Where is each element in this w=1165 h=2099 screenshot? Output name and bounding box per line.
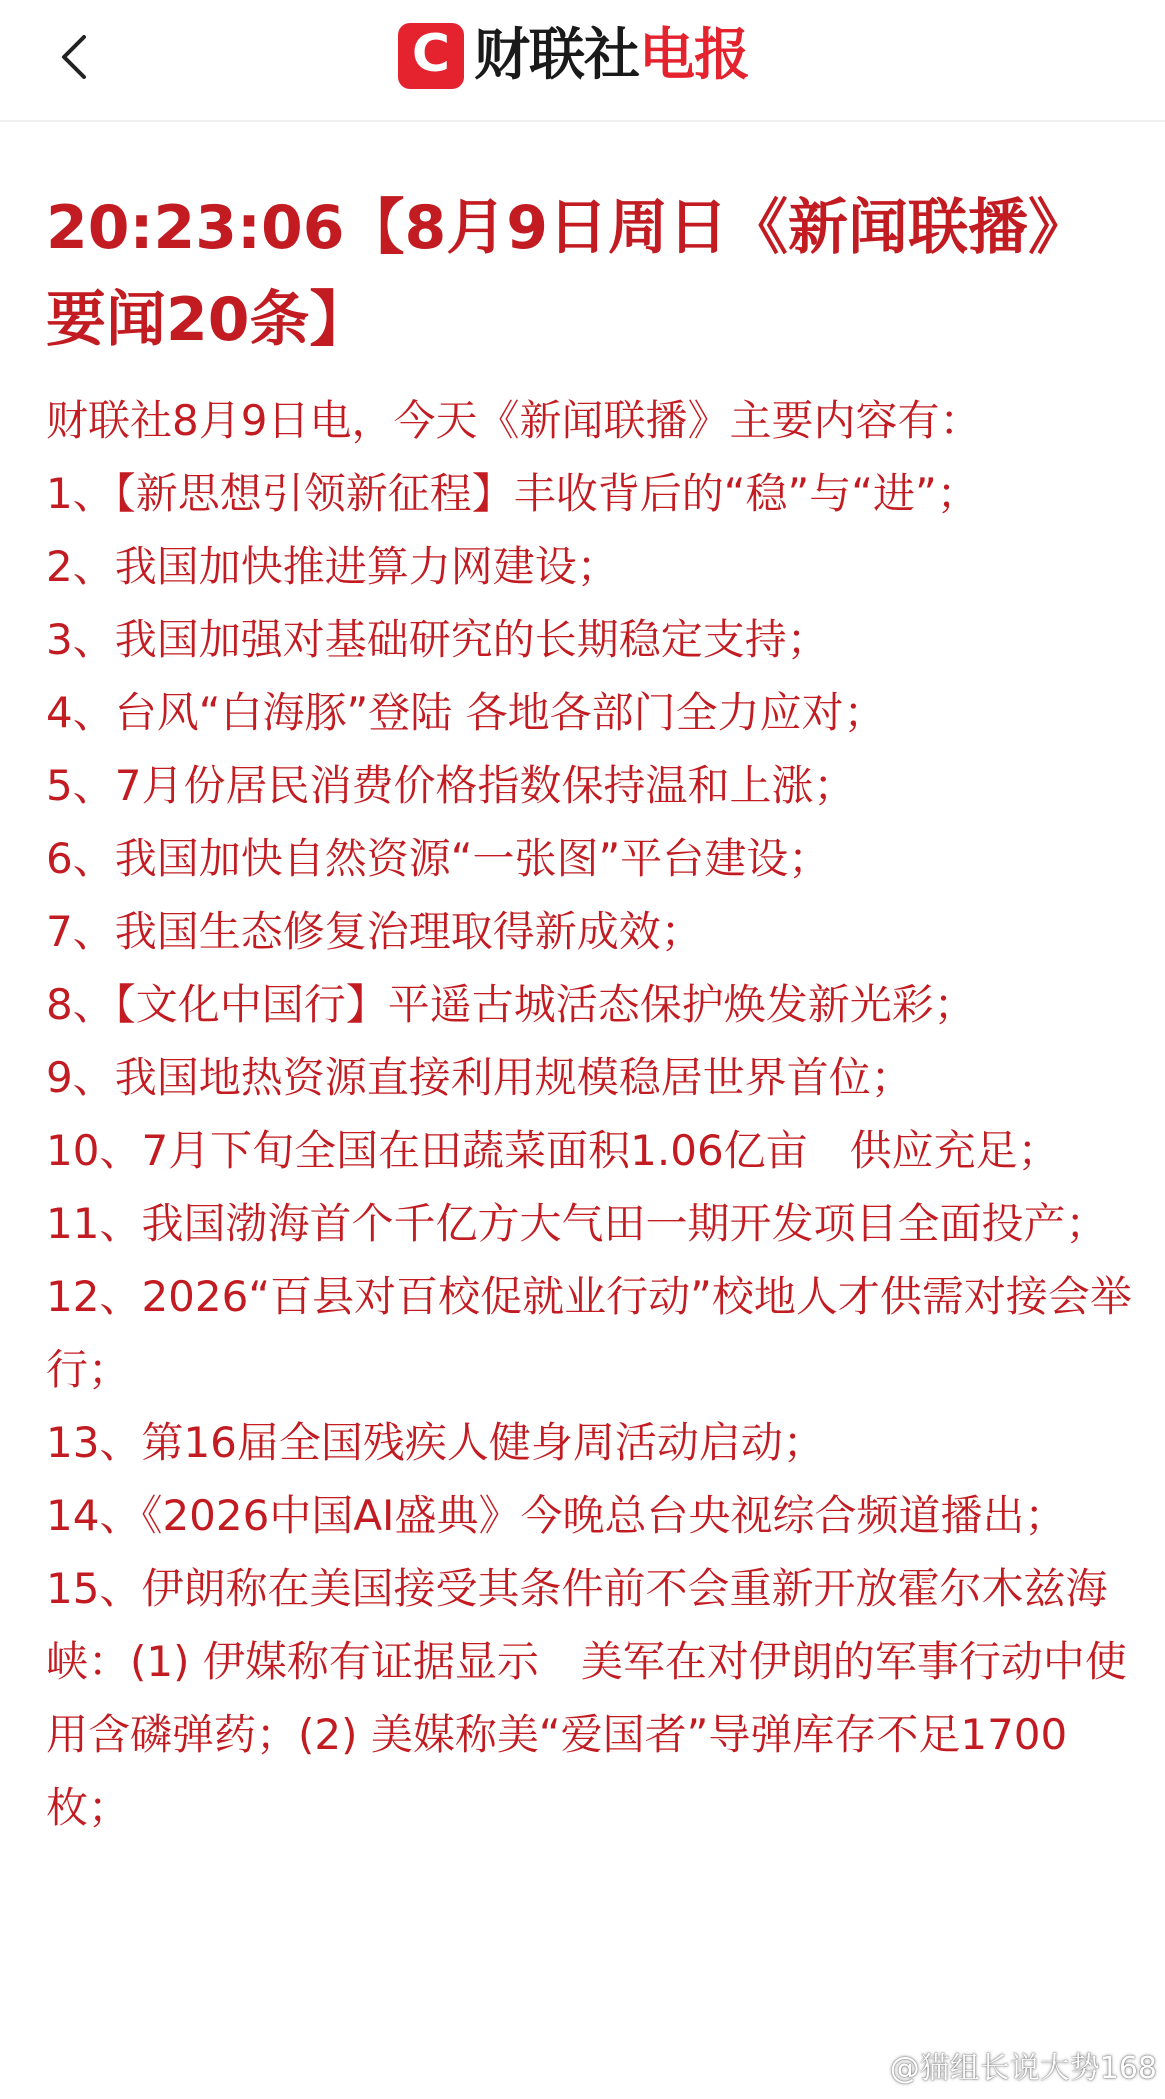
watermark-text: @猫组长说大势168 bbox=[889, 2051, 1157, 2086]
back-button[interactable] bbox=[44, 22, 104, 92]
news-item: 5、7月份居民消费价格指数保持温和上涨； bbox=[46, 761, 856, 810]
logo-wordmark bbox=[474, 23, 749, 88]
news-item: 9、我国地热资源直接利用规模稳居世界首位； bbox=[46, 1053, 913, 1102]
article-intro: 财联社8月9日电，今天《新闻联播》主要内容有： bbox=[46, 396, 982, 445]
article-body bbox=[46, 182, 1136, 1844]
news-item: 3、我国加强对基础研究的长期稳定支持； bbox=[46, 615, 829, 664]
top-bar bbox=[0, 0, 1165, 122]
news-item: 11、我国渤海首个千亿方大气田一期开发项目全面投产； bbox=[46, 1199, 1108, 1248]
news-item: 4、台风“白海豚”登陆 各地各部门全力应对； bbox=[46, 688, 886, 737]
watermark bbox=[846, 2043, 1157, 2087]
news-item: 7、我国生态修复治理取得新成效； bbox=[46, 907, 703, 956]
news-item: 6、我国加快自然资源“一张图”平台建设； bbox=[46, 834, 831, 883]
news-item: 14、《2026中国AI盛典》今晚总台央视综合频道播出； bbox=[46, 1491, 1067, 1540]
news-item: 10、7月下旬全国在田蔬菜面积1.06亿亩 供应充足； bbox=[46, 1126, 1060, 1175]
article-title: 20:23:06【8月9日周日《新闻联播》要闻20条】 bbox=[46, 193, 1088, 355]
news-item: 13、第16届全国残疾人健身周活动启动； bbox=[46, 1418, 825, 1467]
news-item: 1、【新思想引领新征程】丰收背后的“稳”与“进”； bbox=[46, 469, 979, 518]
news-item: 15、伊朗称在美国接受其条件前不会重新开放霍尔木兹海峡：(1) 伊媒称有证据显示 美军在对伊朗的军事行动中使用含磷弹药；(2) 美媒称美“爱国者”导弹库存不足1700枚； bbox=[46, 1564, 1127, 1832]
logo-brand: 财联社 bbox=[474, 23, 639, 88]
logo-letter: C bbox=[411, 24, 451, 84]
logo-product: 电报 bbox=[639, 23, 749, 88]
weibo-icon bbox=[846, 2050, 884, 2080]
news-item: 8、【文化中国行】平遥古城活态保护焕发新光彩； bbox=[46, 980, 976, 1029]
logo-mark bbox=[398, 23, 464, 89]
chevron-left-icon bbox=[60, 34, 88, 80]
app-logo bbox=[398, 20, 749, 92]
news-list bbox=[46, 457, 1136, 1844]
news-item: 12、2026“百县对百校促就业行动”校地人才供需对接会举行； bbox=[46, 1272, 1132, 1394]
news-item: 2、我国加快推进算力网建设； bbox=[46, 542, 619, 591]
